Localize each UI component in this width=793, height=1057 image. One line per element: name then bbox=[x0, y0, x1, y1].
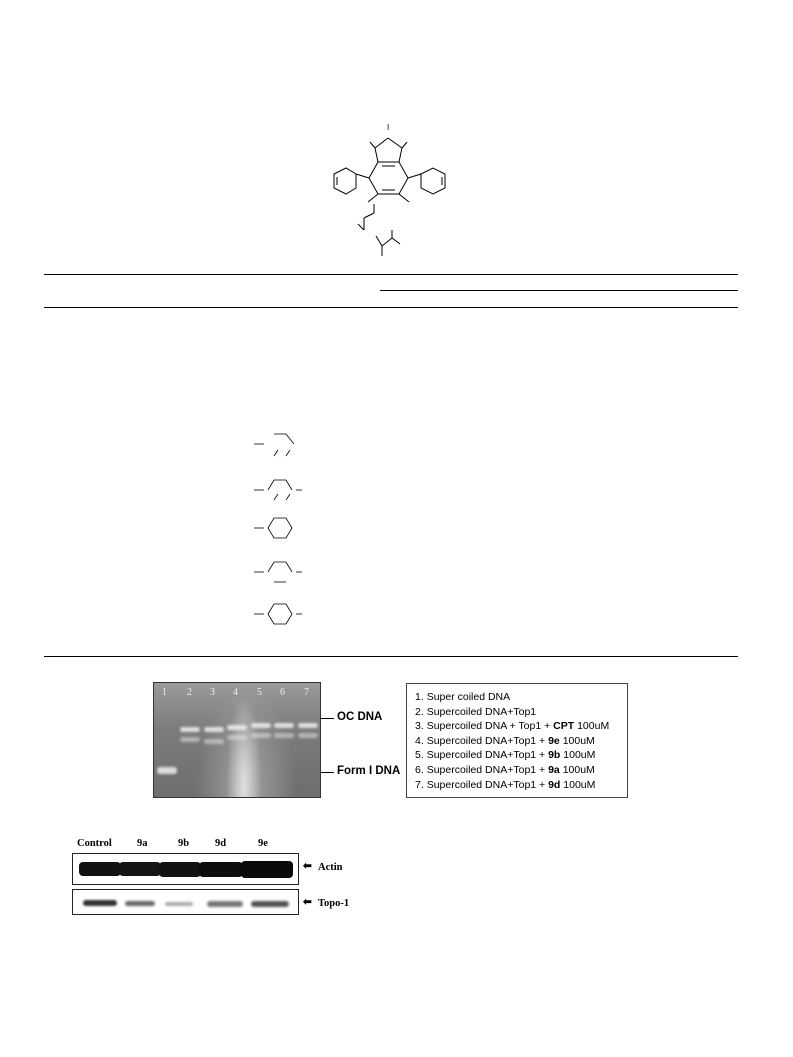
actin-arrow-icon: ⬅ bbox=[303, 861, 312, 872]
form1-dna-label: Form I DNA bbox=[337, 765, 401, 777]
legend-item: 1. Super coiled DNA bbox=[415, 691, 511, 703]
actin-band bbox=[159, 862, 201, 877]
table-top-rule bbox=[44, 274, 738, 275]
actin-band bbox=[199, 862, 243, 877]
gel-lane-number: 6 bbox=[280, 687, 285, 698]
legend-item: 7. Supercoiled DNA+Top1 + 9d 100uM bbox=[415, 778, 596, 791]
legend-item: 3. Supercoiled DNA + Top1 + CPT 100uM bbox=[415, 720, 610, 733]
gel-lane-number: 4 bbox=[233, 687, 238, 698]
actin-band bbox=[79, 862, 121, 876]
topo1-arrow-icon: ⬅ bbox=[303, 897, 312, 908]
gel-band-faint bbox=[180, 737, 200, 742]
legend-item: 2. Supercoiled DNA+Top1 bbox=[415, 705, 537, 718]
topo1-band bbox=[83, 900, 117, 906]
gel-band-faint bbox=[274, 733, 294, 738]
gel-band-oc bbox=[204, 727, 224, 732]
topo1-band bbox=[207, 901, 243, 907]
gel-band-faint bbox=[298, 733, 318, 738]
gel-band-oc bbox=[251, 723, 271, 728]
legend-item: 6. Supercoiled DNA+Top1 + 9a 100uM bbox=[415, 763, 595, 776]
actin-blot bbox=[72, 853, 299, 885]
gel-band-faint bbox=[204, 739, 224, 744]
gel-band-faint bbox=[251, 733, 271, 738]
wb-header: Control bbox=[77, 838, 112, 849]
gel-legend bbox=[406, 683, 628, 798]
gel-band-oc bbox=[274, 723, 294, 728]
gel-band-form1 bbox=[157, 767, 177, 774]
gel-lane-number: 5 bbox=[257, 687, 262, 698]
legend-item: 4. Supercoiled DNA+Top1 + 9e 100uM bbox=[415, 734, 595, 747]
table-bottom-rule bbox=[44, 656, 738, 657]
wb-header: 9a bbox=[137, 838, 148, 849]
gel-band-oc bbox=[298, 723, 318, 728]
gel-band-oc bbox=[227, 725, 247, 730]
table-col-rule-a bbox=[88, 307, 144, 308]
topo1-band bbox=[165, 902, 193, 906]
wb-header: 9b bbox=[178, 838, 190, 849]
wb-header: 9d bbox=[215, 838, 227, 849]
actin-band bbox=[241, 861, 293, 878]
gel-lane-number: 7 bbox=[304, 687, 309, 698]
topo1-band bbox=[251, 901, 289, 907]
actin-label: Actin bbox=[318, 862, 343, 873]
chemical-structure bbox=[320, 118, 460, 260]
table-sub-rule-2 bbox=[44, 307, 738, 308]
legend-item: 5. Supercoiled DNA+Top1 + 9b 100uM bbox=[415, 749, 596, 762]
wb-header: 9e bbox=[258, 838, 268, 849]
topo1-band bbox=[125, 901, 155, 906]
table-sub-rule-1 bbox=[380, 290, 738, 291]
gel-band-oc bbox=[180, 727, 200, 732]
oc-pointer-line bbox=[320, 718, 334, 719]
gel-band-faint bbox=[227, 735, 247, 740]
form1-pointer-line bbox=[320, 772, 334, 773]
gel-lane-number: 2 bbox=[187, 687, 192, 698]
substituent-structures bbox=[250, 428, 310, 628]
gel-lane-number: 1 bbox=[162, 687, 167, 698]
topo1-blot bbox=[72, 889, 299, 915]
structure-label: I bbox=[387, 123, 390, 132]
topo1-label: Topo-1 bbox=[318, 898, 350, 909]
oc-dna-label: OC DNA bbox=[337, 711, 383, 723]
agarose-gel-image bbox=[153, 682, 321, 798]
gel-lane-number: 3 bbox=[210, 687, 215, 698]
table-col-rule-b bbox=[198, 307, 254, 308]
actin-band bbox=[119, 862, 161, 876]
